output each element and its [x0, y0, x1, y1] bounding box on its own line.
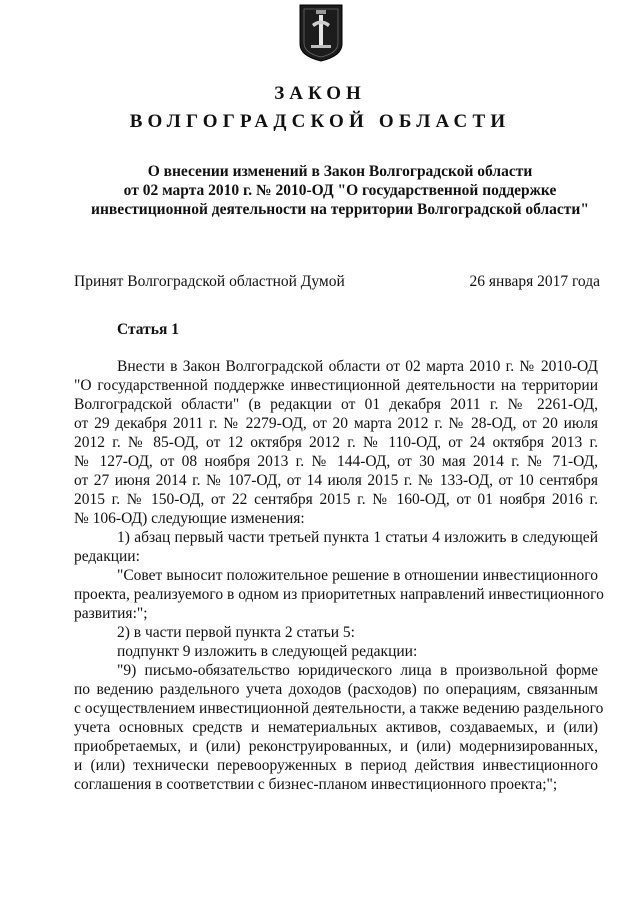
paragraph-line: от 27 июня 2014 г. № 107-ОД, от 14 июля 2015 г. № 133-ОД, от 10 сентября: [74, 472, 598, 489]
paragraph-line: № 106-ОД) следующие изменения:: [74, 510, 305, 527]
law-type-title: ЗАКОН: [274, 83, 366, 104]
paragraph-line: проекта, реализуемого в одном из приоритетных направлений инвестиционного: [74, 586, 604, 603]
paragraph-line: "Совет выносит положительное решение в отношении инвестиционного: [117, 567, 598, 584]
paragraph-line: развития:";: [74, 605, 148, 622]
adopted-by-text: Принят Волгоградской областной Думой: [74, 273, 345, 290]
paragraph-line: Внести в Закон Волгоградской области от 02 марта 2010 г. № 2010-ОД: [117, 358, 598, 375]
paragraph-line: соглашения в соответствии с бизнес-планом инвестиционного проекта;";: [74, 776, 558, 793]
article-heading: Статья 1: [117, 321, 179, 338]
coat-of-arms-icon: [299, 4, 343, 62]
paragraph-line: с осуществлением инвестиционной деятельности, а также ведению раздельного: [74, 700, 604, 717]
paragraph-line: 2) в части первой пункта 2 статьи 5:: [117, 624, 355, 641]
article-body: [74, 357, 604, 794]
paragraph-line: "О государственной поддержке инвестиционной деятельности на территории: [74, 377, 598, 394]
paragraph-line: и (или) технически перевооруженных в период действия инвестиционного: [74, 757, 598, 774]
document-subject: [40, 162, 640, 219]
subject-line: инвестиционной деятельности на территории Волгоградской области": [91, 201, 589, 218]
paragraph-line: Волгоградской области" (в редакции от 01 декабря 2011 г. № 2261-ОД,: [74, 396, 598, 413]
region-title: ВОЛГОГРАДСКОЙ ОБЛАСТИ: [129, 111, 511, 132]
paragraph-line: по ведению раздельного учета доходов (расходов) по операциям, связанным: [74, 681, 598, 698]
paragraph-line: от 29 декабря 2011 г. № 2279-ОД, от 20 марта 2012 г. № 28-ОД, от 20 июля: [74, 415, 598, 432]
paragraph-line: 2015 г. № 150-ОД, от 22 сентября 2015 г. № 160-ОД, от 01 ноября 2016 г.: [74, 491, 598, 508]
paragraph-line: "9) письмо-обязательство юридического лица в произвольной форме: [117, 662, 598, 679]
paragraph-line: приобретаемых, и (или) реконструированных, и (или) модернизированных,: [74, 738, 598, 755]
subject-line: О внесении изменений в Закон Волгоградской области: [147, 163, 533, 180]
paragraph-line: 2012 г. № 85-ОД, от 12 октября 2012 г. № 110-ОД, от 24 октября 2013 г.: [74, 434, 598, 451]
paragraph-line: № 127-ОД, от 08 ноября 2013 г. № 144-ОД, от 30 мая 2014 г. № 71-ОД,: [74, 453, 598, 470]
subject-line: от 02 марта 2010 г. № 2010-ОД "О государственной поддержке: [123, 182, 557, 199]
paragraph-line: 1) абзац первый части третьей пункта 1 статьи 4 изложить в следующей: [117, 529, 598, 546]
paragraph-line: редакции:: [74, 548, 140, 565]
adoption-date: 26 января 2017 года: [469, 273, 600, 290]
paragraph-line: подпункт 9 изложить в следующей редакции:: [117, 643, 418, 660]
paragraph-line: учета основных средств и нематериальных активов, создаваемых, и (или): [74, 719, 598, 736]
